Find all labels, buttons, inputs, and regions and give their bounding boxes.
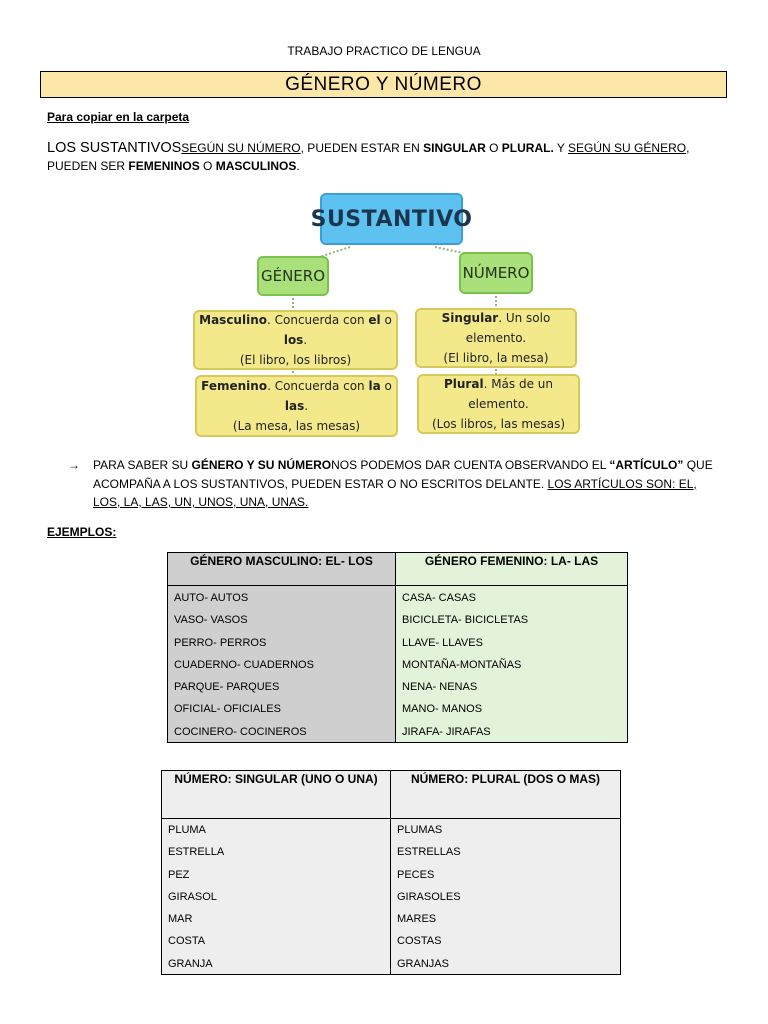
plural-header: NÚMERO: PLURAL (DOS O MAS) [391, 771, 621, 819]
intro-text: O [199, 159, 216, 173]
articles-list: LOS ARTÍCULOS SON: EL, LOS, LA, LAS, UN, UNOS, UNA, UNAS. [93, 476, 697, 509]
list-item: PECES [397, 868, 435, 881]
list-item: COSTA [168, 935, 206, 948]
singular-list [162, 819, 390, 974]
list-item: BICICLETA- BICICLETAS [402, 614, 529, 627]
masculine-list [168, 586, 395, 742]
list-item: AUTO- AUTOS [174, 592, 249, 604]
feminine-header: GÉNERO FEMENINO: LA- LAS [396, 553, 628, 586]
list-item: PERRO- PERROS [174, 636, 267, 649]
feminine-list [396, 586, 627, 742]
intro-plural: PLURAL. [501, 141, 554, 155]
article-note: → PARA SABER SU GÉNERO Y SU NÚMERONOS PODEMOS DAR CUENTA OBSERVANDO EL “ARTÍCULO” QUE ACOMPAÑA A LOS SUSTANTIVOS, PUEDEN ESTAR O NO ESCRITOS DELANTE. LOS ARTÍCULOS SON: EL, LOS, LA, LAS, UN, UNOS, UNA, UNAS. [68, 458, 713, 509]
list-item: LLAVE- LLAVES [402, 636, 483, 649]
list-item: PARQUE- PARQUES [174, 681, 280, 694]
list-item: MAR [168, 913, 193, 926]
intro-masculinos: MASCULINOS [215, 159, 297, 173]
list-item: MANO- MANOS [402, 703, 483, 716]
list-item: JIRAFA- JIRAFAS [402, 725, 491, 738]
examples-heading: EJEMPLOS: [47, 525, 117, 539]
list-item: MONTAÑA-MONTAÑAS [402, 658, 522, 671]
singular-header: NÚMERO: SINGULAR (UNO O UNA) [162, 771, 391, 819]
list-item: MARES [397, 913, 437, 926]
number-table [161, 770, 621, 975]
list-item: GIRASOLES [397, 890, 461, 903]
list-item: GRANJA [168, 957, 213, 970]
topic-banner: GÉNERO Y NÚMERO [40, 71, 727, 98]
plural-list [391, 819, 620, 974]
intro-paragraph [47, 139, 727, 175]
intro-singular: SINGULAR [423, 141, 486, 155]
list-item: PEZ [168, 868, 190, 881]
plural-node: Plural. Más de un elemento. (Los libros, las mesas) [417, 374, 580, 434]
intro-text: . [296, 159, 300, 173]
list-item: CASA- CASAS [402, 592, 476, 604]
concept-map [185, 190, 585, 440]
intro-text: Y [553, 141, 569, 155]
numero-node: NÚMERO [459, 252, 533, 294]
list-item: CUADERNO- CUADERNOS [174, 658, 314, 671]
intro-lead: LOS SUSTANTIVOS [47, 140, 182, 156]
list-item: GIRASOL [168, 890, 217, 903]
gender-table [167, 552, 628, 743]
intro-text: O [485, 141, 502, 155]
intro-text: , PUEDEN SER [47, 141, 690, 173]
list-item: COSTAS [397, 935, 442, 948]
masculine-header: GÉNERO MASCULINO: EL- LOS [168, 553, 396, 586]
list-item: PLUMAS [397, 824, 443, 836]
list-item: PLUMA [168, 824, 206, 836]
singular-node: Singular. Un solo elemento. (El libro, la mesa) [415, 308, 577, 368]
list-item: OFICIAL- OFICIALES [174, 703, 281, 716]
intro-numero-phrase: SEGÚN SU NÚMERO [181, 141, 301, 155]
arrow-icon: → [68, 458, 80, 472]
sustantivo-node: SUSTANTIVO [320, 193, 463, 245]
list-item: ESTRELLA [168, 846, 225, 859]
genero-node: GÉNERO [257, 256, 329, 296]
list-item: COCINERO- COCINEROS [174, 725, 307, 738]
list-item: ESTRELLAS [397, 846, 461, 859]
intro-genero-phrase: SEGÚN SU GÉNERO [568, 141, 687, 155]
list-item: NENA- NENAS [402, 681, 478, 694]
copy-instruction: Para copiar en la carpeta [47, 110, 190, 124]
intro-text: , PUEDEN ESTAR EN [300, 141, 424, 155]
intro-femeninos: FEMENINOS [128, 159, 200, 173]
document-title: TRABAJO PRACTICO DE LENGUA [287, 44, 481, 58]
femenino-node: Femenino. Concuerda con la o las. (La mesa, las mesas) [195, 375, 398, 437]
masculino-node: Masculino. Concuerda con el o los. (El libro, los libros) [193, 310, 398, 370]
list-item: VASO- VASOS [174, 614, 248, 627]
list-item: GRANJAS [397, 957, 449, 970]
